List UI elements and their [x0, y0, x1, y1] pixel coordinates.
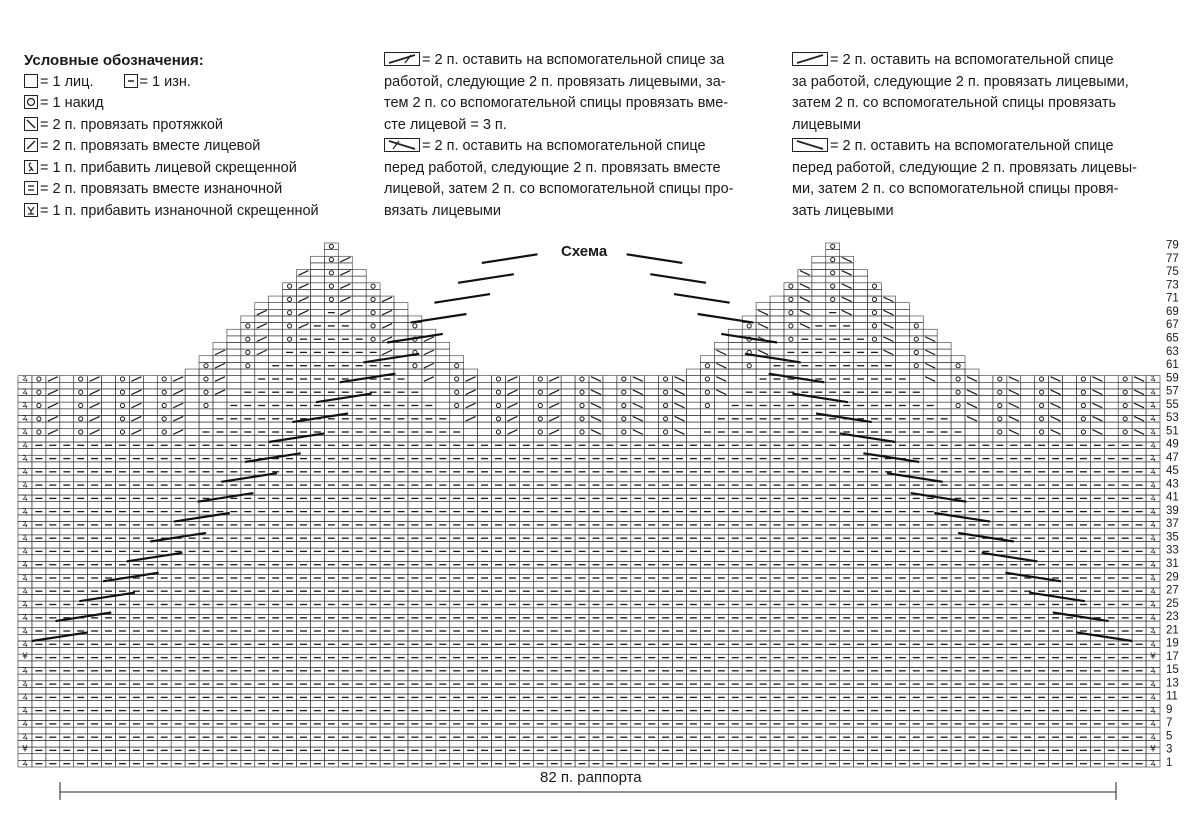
chart-title: Схема — [561, 243, 608, 260]
legend-cable-back-dec-line4: сте лицевой = 3 п. — [384, 116, 507, 133]
row-number: 75 — [1166, 266, 1179, 279]
row-number: 39 — [1166, 504, 1179, 517]
legend-cable-front-dec-line1: = 2 п. оставить на вспомогательной спице — [422, 138, 706, 154]
row-number: 29 — [1166, 571, 1179, 584]
legend-cable-front-line1: = 2 п. оставить на вспомогательной спице — [830, 138, 1114, 154]
row-number: 59 — [1166, 372, 1179, 385]
legend-cable-front-line2: перед работой, следующие 2 п. провязать лицевы- — [792, 159, 1137, 176]
legend-p2tog-text: = 2 п. провязать вместе изнаночной — [40, 181, 283, 197]
row-number: 11 — [1166, 690, 1178, 703]
legend-k2tog-text: = 2 п. провязать вместе лицевой — [40, 138, 261, 154]
row-number: 45 — [1166, 465, 1179, 478]
row-number: 1 — [1166, 757, 1173, 769]
legend-cable-back-line1: = 2 п. оставить на вспомогательной спице — [830, 52, 1114, 68]
legend-cable-back-dec-line1: = 2 п. оставить на вспомогательной спице за — [422, 52, 725, 68]
legend-cable-front-line3: ми, затем 2 п. со вспомогательной спицы провя- — [792, 181, 1119, 197]
row-numbers — [1166, 240, 1179, 769]
cable-lines — [32, 254, 1132, 641]
chart-grid — [18, 243, 1160, 767]
row-number: 49 — [1166, 438, 1179, 451]
row-number: 43 — [1166, 478, 1179, 491]
legend-cable-front-dec-line2: перед работой, следующие 2 п. провязать вместе — [384, 159, 721, 176]
row-number: 53 — [1166, 412, 1179, 425]
row-number: 17 — [1166, 650, 1179, 663]
legend-cable-back-line4: лицевыми — [792, 116, 861, 133]
legend-heading: Условные обозначения: — [24, 52, 204, 69]
row-number: 7 — [1166, 717, 1173, 730]
row-number: 35 — [1166, 531, 1179, 544]
legend-cable-front-line4: зать лицевыми — [792, 202, 894, 219]
legend-yo-text: = 1 накид — [40, 95, 104, 111]
legend-purl-text: = 1 изн. — [139, 73, 191, 90]
row-number: 33 — [1166, 544, 1179, 557]
row-number: 15 — [1166, 664, 1179, 677]
row-number: 65 — [1166, 332, 1179, 345]
row-number: 23 — [1166, 611, 1179, 624]
row-number: 3 — [1166, 743, 1173, 756]
legend-ssk-text: = 2 п. провязать протяжкой — [40, 116, 224, 133]
row-number: 55 — [1166, 398, 1179, 411]
row-number: 31 — [1166, 558, 1179, 570]
row-number: 21 — [1166, 624, 1179, 637]
row-number: 77 — [1166, 252, 1179, 265]
row-number: 51 — [1166, 425, 1179, 438]
row-number: 71 — [1166, 292, 1179, 305]
legend-cable-front-dec-line4: вязать лицевыми — [384, 202, 501, 219]
row-number: 41 — [1166, 491, 1179, 504]
legend-cable-back-dec-line3: тем 2 п. со вспомогательной спицы провязать вме- — [384, 95, 729, 111]
legend-cable-back-line3: затем 2 п. со вспомогательной спицы провязать — [792, 95, 1117, 111]
row-number: 69 — [1166, 306, 1179, 318]
row-number: 37 — [1166, 518, 1179, 531]
row-number: 13 — [1166, 677, 1179, 690]
row-number: 19 — [1166, 637, 1179, 650]
legend-knit-text: = 1 лиц. — [40, 73, 94, 90]
row-number: 25 — [1166, 597, 1179, 610]
legend-cable-back-dec-line2: работой, следующие 2 п. провязать лицевыми, за- — [384, 73, 726, 90]
legend-cable-front-dec-line3: лицевой, затем 2 п. со вспомогательной спицы про- — [384, 181, 734, 197]
row-number: 47 — [1166, 451, 1179, 464]
row-number: 61 — [1166, 359, 1179, 371]
row-number: 57 — [1166, 385, 1179, 398]
legend-twisted-purl-text: = 1 п. прибавить изнаночной скрещенной — [40, 202, 319, 219]
row-number: 5 — [1166, 730, 1173, 743]
row-number: 63 — [1166, 345, 1179, 358]
row-number: 73 — [1166, 279, 1179, 292]
repeat-label: 82 п. раппорта — [536, 769, 646, 786]
row-number: 79 — [1166, 239, 1179, 252]
row-number: 27 — [1166, 584, 1179, 597]
row-number: 67 — [1166, 319, 1179, 332]
legend-twisted-knit-text: = 1 п. прибавить лицевой скрещенной — [40, 159, 297, 176]
row-number: 9 — [1166, 703, 1173, 716]
legend-cable-back-line2: за работой, следующие 2 п. провязать лицевыми, — [792, 73, 1129, 90]
